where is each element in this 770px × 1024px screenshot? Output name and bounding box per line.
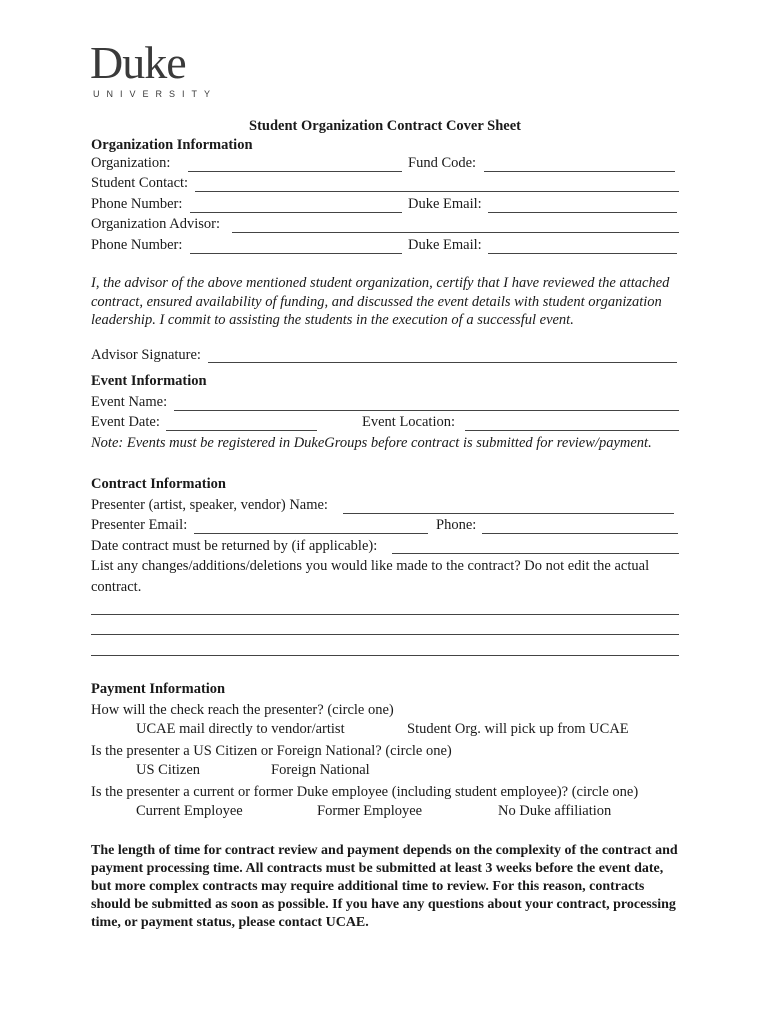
advisor-label: Organization Advisor: (91, 216, 221, 232)
presenter-phone-label: Phone: (436, 517, 477, 533)
org-info-heading: Organization Information (91, 137, 253, 153)
student-contact-label: Student Contact: (91, 175, 189, 191)
advisor-phone-field[interactable] (190, 253, 402, 254)
duke-logo: Duke (90, 37, 186, 88)
fund-code-field[interactable] (484, 171, 675, 172)
duke-email-label: Duke Email: (408, 196, 482, 212)
event-note: Note: Events must be registered in DukeGroups before contract is submitted for review/payment. (91, 435, 652, 451)
event-name-label: Event Name: (91, 394, 168, 410)
page-title: Student Organization Contract Cover Sheet (249, 118, 521, 134)
payment-question-1: How will the check reach the presenter? (circle one) (91, 702, 394, 718)
advisor-email-field[interactable] (488, 253, 677, 254)
payment-info-heading: Payment Information (91, 681, 226, 697)
phone-number-label: Phone Number: (91, 196, 183, 212)
option-foreign-national[interactable]: Foreign National (271, 762, 370, 778)
advisor-phone-label: Phone Number: (91, 237, 183, 253)
option-student-pickup[interactable]: Student Org. will pick up from UCAE (407, 721, 629, 737)
presenter-name-field[interactable] (343, 513, 674, 514)
advisor-certification: I, the advisor of the above mentioned student organization, certify that I have reviewed the attached contract, ensured availability of funding, and discussed the event details with student organization leadership. I commit to assisting the students in the execution of a successful event. (91, 275, 670, 328)
closing-notice: The length of time for contract review and payment depends on the complexity of the contract and payment processing time. All contracts must be submitted at least 3 weeks before the event date, but more complex contracts may require additional time to review. For this reason, contracts should be submitted as soon as possible. If you have any questions about your contract, processing time, or payment status, please contact UCAE. (91, 843, 678, 930)
return-date-label: Date contract must be returned by (if applicable): (91, 538, 378, 554)
duke-email-field[interactable] (488, 212, 677, 213)
return-date-field[interactable] (392, 553, 679, 554)
presenter-name-label: Presenter (artist, speaker, vendor) Name: (91, 497, 328, 513)
fund-code-label: Fund Code: (408, 155, 477, 171)
changes-field-line-3[interactable] (91, 655, 679, 656)
organization-field[interactable] (188, 171, 402, 172)
advisor-signature-label: Advisor Signature: (91, 347, 201, 363)
advisor-field[interactable] (232, 232, 679, 233)
option-current-employee[interactable]: Current Employee (136, 803, 243, 819)
event-location-label: Event Location: (362, 414, 456, 430)
organization-label: Organization: (91, 155, 171, 171)
advisor-signature-field[interactable] (208, 362, 677, 363)
duke-logo-subtitle: UNIVERSITY (93, 89, 218, 99)
option-ucae-mail[interactable]: UCAE mail directly to vendor/artist (136, 721, 345, 737)
changes-field-line-2[interactable] (91, 634, 679, 635)
event-info-heading: Event Information (91, 373, 207, 389)
student-contact-field[interactable] (195, 191, 679, 192)
payment-question-3: Is the presenter a current or former Duke employee (including student employee)? (circle one) (91, 784, 639, 800)
payment-question-2: Is the presenter a US Citizen or Foreign National? (circle one) (91, 743, 452, 759)
contract-info-heading: Contract Information (91, 476, 226, 492)
event-name-field[interactable] (174, 410, 679, 411)
event-location-field[interactable] (465, 430, 679, 431)
event-date-field[interactable] (166, 430, 317, 431)
option-no-affiliation[interactable]: No Duke affiliation (498, 803, 612, 819)
advisor-email-label: Duke Email: (408, 237, 482, 253)
event-date-label: Event Date: (91, 414, 160, 430)
changes-question-cont: contract. (91, 579, 142, 595)
presenter-email-label: Presenter Email: (91, 517, 188, 533)
presenter-email-field[interactable] (194, 533, 428, 534)
phone-number-field[interactable] (190, 212, 402, 213)
option-former-employee[interactable]: Former Employee (317, 803, 423, 819)
changes-question: List any changes/additions/deletions you would like made to the contract? Do not edit the actual (91, 558, 650, 574)
changes-field-line-1[interactable] (91, 614, 679, 615)
presenter-phone-field[interactable] (482, 533, 678, 534)
option-us-citizen[interactable]: US Citizen (136, 762, 201, 778)
